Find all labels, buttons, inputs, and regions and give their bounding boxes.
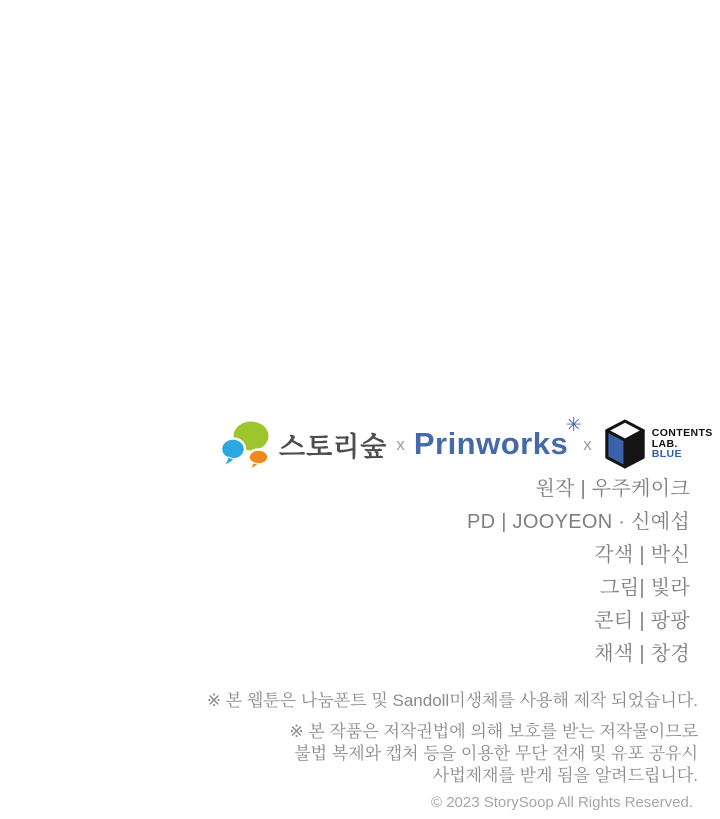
logo-separator-x: x	[396, 435, 405, 454]
credit-line-coloring: 채색 | 창경	[594, 643, 690, 665]
publisher-logo-row	[220, 416, 713, 472]
credit-line-storyboard: 콘티 | 팡팡	[594, 610, 690, 632]
credit-line-original: 원작 | 우주케이크	[535, 478, 690, 500]
contents-lab-cube-icon	[603, 418, 647, 470]
notice-block	[207, 690, 698, 787]
legal-notice-line: ※ 본 작품은 저작권법에 의해 보호를 받는 저작물이므로	[289, 722, 698, 741]
legal-notice-line: 불법 복제와 캡처 등을 이용한 무단 전재 및 유포 공유시	[294, 744, 698, 763]
copyright-line: © 2023 StorySoop All Rights Reserved.	[430, 794, 693, 811]
font-usage-notice: ※ 본 웹툰은 나눔폰트 및 Sandoll미생체를 사용해 제작 되었습니다.	[206, 691, 698, 710]
storysoop-bubbles-icon	[220, 419, 272, 469]
contents-lab-line1: CONTENTS	[651, 427, 713, 440]
contents-lab-logo-text	[652, 428, 713, 460]
contents-lab-blue-logo	[603, 418, 713, 470]
legal-notice-line: 사법제재를 받게 됨을 알려드립니다.	[432, 766, 698, 785]
prinworks-wordmark: Prinworks	[413, 426, 569, 461]
credits-list	[467, 473, 690, 671]
credit-line-pd: PD | JOOYEON · 신예섭	[466, 511, 690, 533]
logo-separator-x: x	[583, 435, 592, 454]
contents-lab-line2: LAB.	[651, 437, 678, 450]
contents-lab-line3: BLUE	[651, 448, 682, 461]
copyright-legal-notice	[207, 721, 698, 787]
storysoop-logo-text: 스토리숲	[279, 431, 388, 462]
prinworks-asterisk-icon: ✳	[565, 415, 583, 436]
credit-line-art: 그림| 빛라	[600, 577, 690, 599]
credit-line-adaptation: 각색 | 박신	[594, 544, 690, 566]
prinworks-logo-text	[413, 415, 583, 462]
